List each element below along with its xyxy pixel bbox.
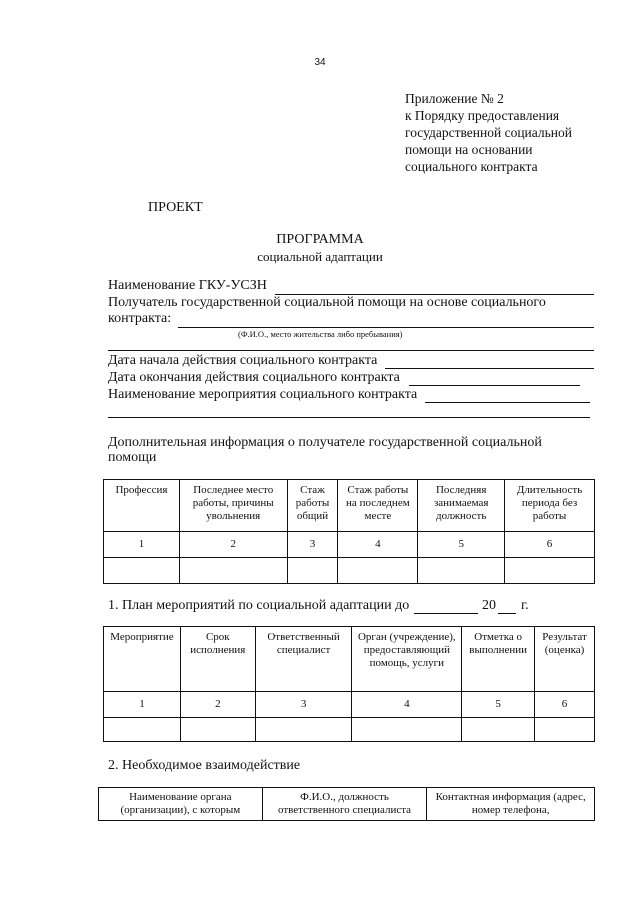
table-header-cell: Стаж работы общий [287,480,338,532]
table-number-cell: 6 [505,532,595,558]
interaction-table [98,787,595,821]
table-cell[interactable] [179,558,287,584]
table-number-cell: 2 [180,692,255,718]
table-cell[interactable] [104,718,181,742]
recipient-line-2[interactable] [108,350,594,351]
table-cell[interactable] [338,558,418,584]
table-cell[interactable] [104,558,180,584]
table-cell[interactable] [180,718,255,742]
start-date-label: Дата начала действия социального контракта [108,353,378,368]
table-number-cell: 3 [255,692,352,718]
section1-heading: 1. План мероприятий по социальной адаптации до [108,598,410,613]
program-subtitle: социальной адаптации [257,249,383,264]
table-header-cell: Орган (учреждение), предоставляющий помощь, услуги [352,627,462,692]
table-number-cell: 5 [462,692,535,718]
table-header-cell: Длительность периода без работы [505,480,595,532]
appendix-line: к Порядку предоставления [405,108,560,123]
section2-heading: 2. Необходимое взаимодействие [108,758,301,773]
additional-info-text: Дополнительная информация о получателе государственной социальной [108,435,542,450]
table-cell[interactable] [462,718,535,742]
table-header-cell: Последняя занимаемая должность [418,480,505,532]
table-cell[interactable] [505,558,595,584]
table-header-cell: Отметка о выполнении [462,627,535,692]
table-number-row [104,692,595,718]
section1-date-line[interactable] [414,613,478,614]
recipient-line[interactable] [178,327,594,328]
recipient-info-table [103,479,595,584]
recipient-caption: (Ф.И.О., место жительства либо пребывания) [238,329,403,339]
table-cell[interactable] [287,558,338,584]
table-header-cell: Результат (оценка) [535,627,595,692]
appendix-header [405,90,572,175]
appendix-line: социального контракта [405,159,538,174]
table-header-cell: Ответственный специалист [255,627,352,692]
additional-info-heading [108,435,594,451]
appendix-line: Приложение № 2 [405,91,504,106]
table-number-cell: 2 [179,532,287,558]
table-header-cell: Мероприятие [104,627,181,692]
table-row [104,558,595,584]
table-header-row [104,480,595,532]
end-date-label: Дата окончания действия социального контракта [108,370,400,385]
event-name-label: Наименование мероприятия социального контракта [108,387,418,402]
table-number-cell: 1 [104,532,180,558]
section1-year-prefix: 20 [482,598,496,613]
table-header-cell: Контактная информация (адрес, номер телефона, [427,788,595,821]
additional-info-heading-2: помощи [108,450,157,465]
table-header-row [104,627,595,692]
table-number-cell: 4 [338,532,418,558]
table-cell[interactable] [352,718,462,742]
table-header-row [99,788,595,821]
end-date-line[interactable] [409,385,580,386]
section1-year-suffix: г. [521,598,529,613]
table-cell[interactable] [255,718,352,742]
program-title-block [0,231,640,265]
org-name-label: Наименование ГКУ-УСЗН [108,278,267,293]
section1-year-line[interactable] [498,613,516,614]
table-header-cell: Последнее место работы, причины увольнения [179,480,287,532]
table-number-cell: 5 [418,532,505,558]
draft-label: ПРОЕКТ [148,200,203,215]
recipient-label [108,295,594,311]
table-number-cell: 3 [287,532,338,558]
program-title: ПРОГРАММА [276,232,364,247]
table-cell[interactable] [535,718,595,742]
table-number-cell: 6 [535,692,595,718]
table-number-cell: 1 [104,692,181,718]
recipient-text: Получатель государственной социальной помощи на основе социального [108,295,546,310]
page-number: 34 [314,57,326,68]
start-date-line[interactable] [385,368,594,369]
table-header-cell: Профессия [104,480,180,532]
table-header-cell: Срок исполнения [180,627,255,692]
table-header-cell: Наименование органа (организации), с которым [99,788,263,821]
plan-table [103,626,595,742]
table-number-cell: 4 [352,692,462,718]
table-header-cell: Ф.И.О., должность ответственного специалиста [262,788,427,821]
table-row [104,718,595,742]
appendix-line: помощи на основании [405,142,533,157]
table-header-cell: Стаж работы на последнем месте [338,480,418,532]
event-name-line-2[interactable] [108,417,590,418]
table-number-row [104,532,595,558]
appendix-line: государственной социальной [405,125,572,140]
table-cell[interactable] [418,558,505,584]
event-name-line[interactable] [425,402,590,403]
recipient-label-2: контракта: [108,311,172,326]
